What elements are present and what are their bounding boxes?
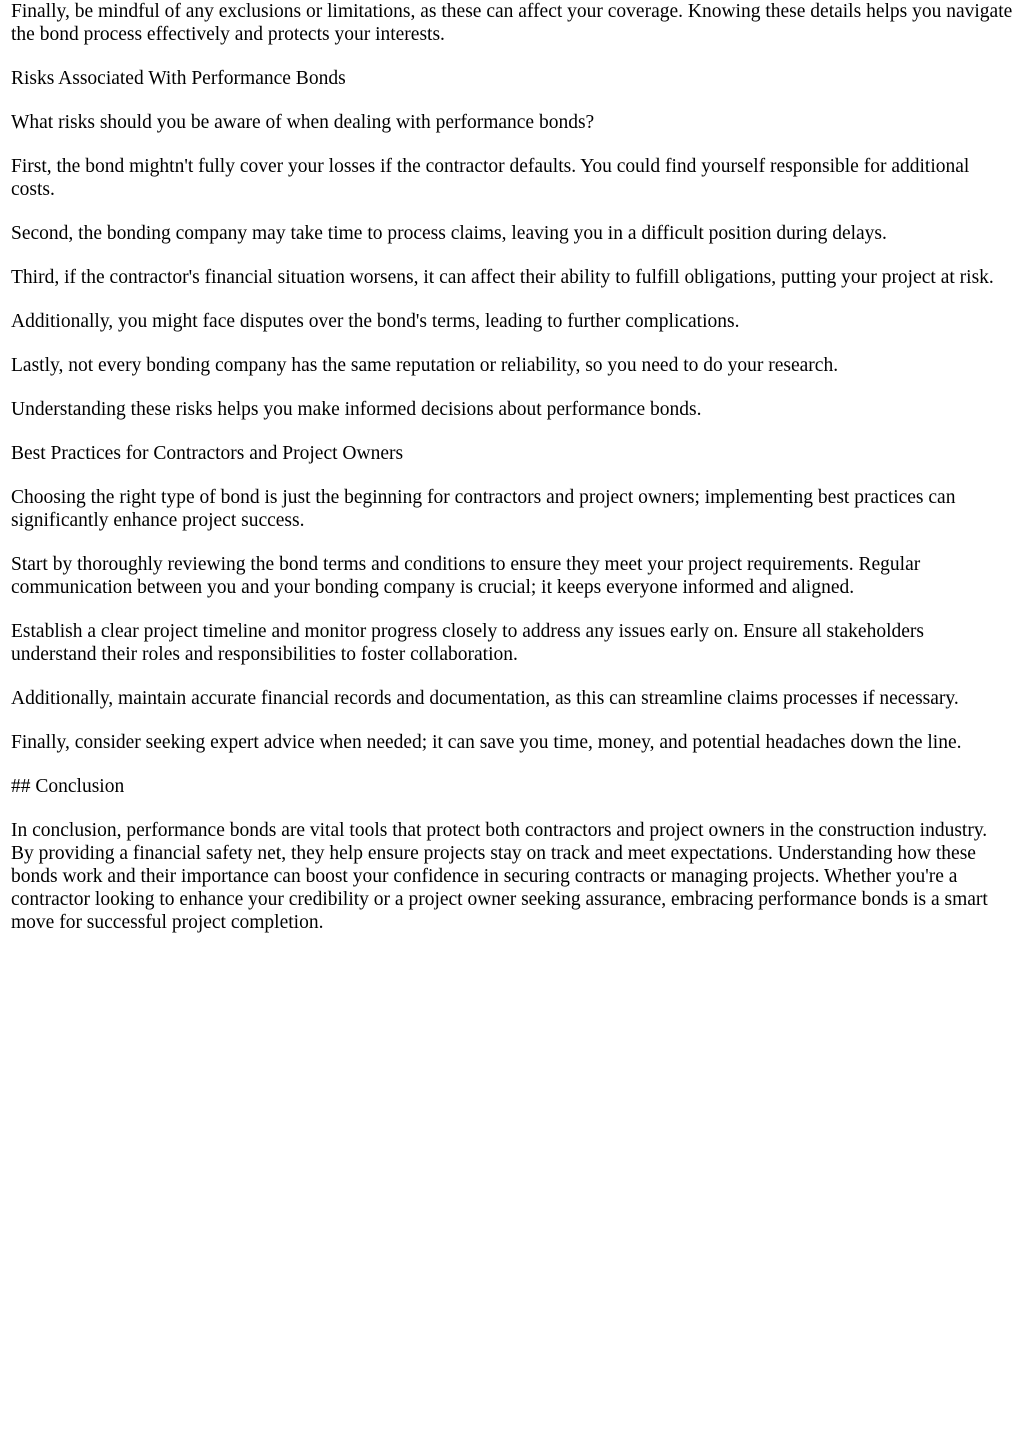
paragraph-conclusion: In conclusion, performance bonds are vital tools that protect both contractors and project owners in the construction industry. By providing a financial safety net, they help ensure projects stay on track and meet expectations. Understanding how these bonds work and their importance can boost your confidence in securing contracts or managing projects. Whether you're a contractor looking to enhance your credibility or a project owner seeking assurance, embracing performance bonds is a smart move for successful project completion. bbox=[11, 820, 988, 933]
paragraph-risks-question: What risks should you be aware of when dealing with performance bonds? bbox=[11, 112, 595, 133]
paragraph-risk-second: Second, the bonding company may take time to process claims, leaving you in a difficult position during delays. bbox=[11, 223, 887, 244]
paragraph-best-practices-intro: Choosing the right type of bond is just the beginning for contractors and project owners; implementing best practices can significantly enhance project success. bbox=[11, 487, 956, 531]
paragraph-risks-summary: Understanding these risks helps you make informed decisions about performance bonds. bbox=[11, 399, 702, 420]
paragraph-review-terms: Start by thoroughly reviewing the bond terms and conditions to ensure they meet your project requirements. Regular communication between you and your bonding company is crucial; it keeps everyone informed and aligned. bbox=[11, 554, 921, 598]
paragraph-expert-advice: Finally, consider seeking expert advice when needed; it can save you time, money, and potential headaches down the line. bbox=[11, 732, 962, 753]
paragraph-financial-records: Additionally, maintain accurate financial records and documentation, as this can streamline claims processes if necessary. bbox=[11, 688, 959, 709]
paragraph-risk-third: Third, if the contractor's financial situation worsens, it can affect their ability to fulfill obligations, putting your project at risk. bbox=[11, 267, 994, 288]
section-heading-conclusion: ## Conclusion bbox=[11, 776, 125, 797]
paragraph-risk-disputes: Additionally, you might face disputes over the bond's terms, leading to further complications. bbox=[11, 311, 740, 332]
paragraph-risk-first: First, the bond mightn't fully cover your losses if the contractor defaults. You could find yourself responsible for additional costs. bbox=[11, 156, 970, 200]
paragraph-timeline: Establish a clear project timeline and monitor progress closely to address any issues early on. Ensure all stakeholders understand their roles and responsibilities to foster collaboration. bbox=[11, 621, 924, 665]
paragraph-risk-reputation: Lastly, not every bonding company has the same reputation or reliability, so you need to do your research. bbox=[11, 355, 839, 376]
section-heading-risks: Risks Associated With Performance Bonds bbox=[11, 68, 346, 89]
section-heading-best-practices: Best Practices for Contractors and Project Owners bbox=[11, 443, 404, 464]
paragraph-exclusions: Finally, be mindful of any exclusions or limitations, as these can affect your coverage. Knowing these details helps you navigate the bond process effectively and protects your interests. bbox=[11, 1, 1013, 45]
